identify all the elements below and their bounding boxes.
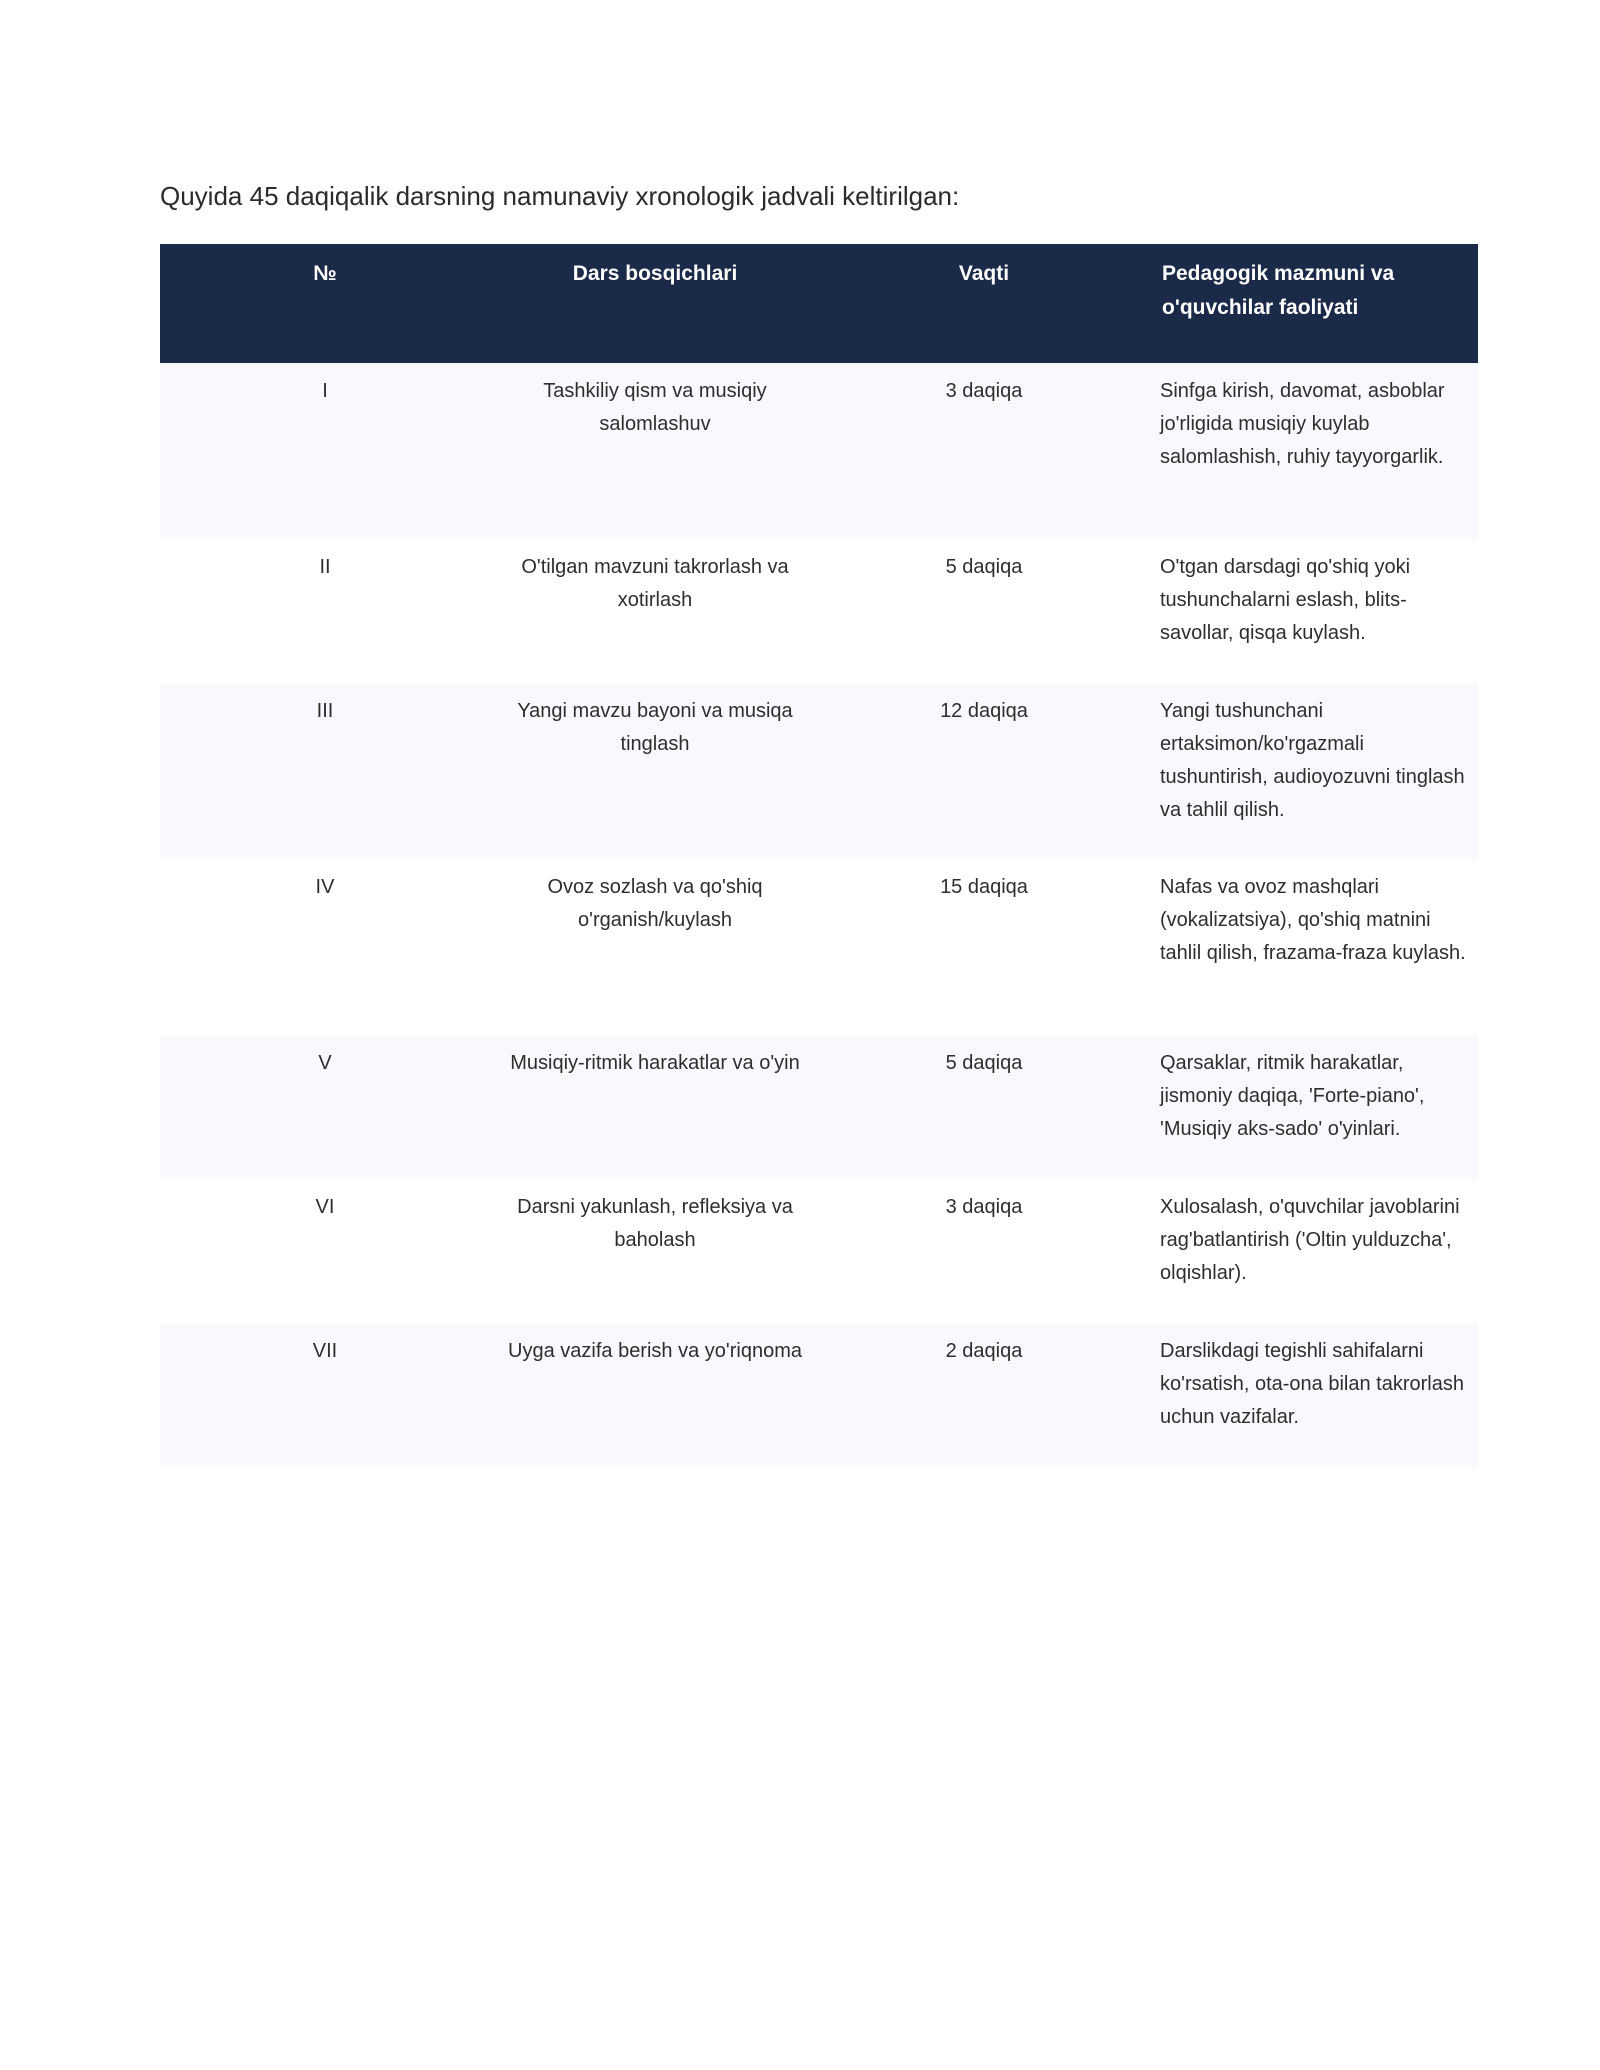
table-row: [160, 1035, 1478, 1179]
row-content: Darslikdagi tegishli sahifalarni ko'rsatish, ota-ona bilan takrorlash uchun vazifalar.: [1148, 1323, 1478, 1467]
table-body: [160, 363, 1478, 1467]
row-time: 3 daqiqa: [820, 1179, 1148, 1323]
row-stage: Tashkiliy qism va musiqiy salomlashuv: [490, 363, 820, 539]
row-content: O'tgan darsdagi qo'shiq yoki tushunchalarni eslash, blits-savollar, qisqa kuylash.: [1148, 539, 1478, 683]
table-row: [160, 683, 1478, 859]
row-stage: Ovoz sozlash va qo'shiq o'rganish/kuylash: [490, 859, 820, 1035]
header-stage: Dars bosqichlari: [490, 244, 820, 363]
row-time: 3 daqiqa: [820, 363, 1148, 539]
row-stage: Darsni yakunlash, refleksiya va baholash: [490, 1179, 820, 1323]
row-time: 5 daqiqa: [820, 539, 1148, 683]
header-time: Vaqti: [820, 244, 1148, 363]
table-row: [160, 363, 1478, 539]
row-number: I: [160, 363, 490, 539]
row-stage: O'tilgan mavzuni takrorlash va xotirlash: [490, 539, 820, 683]
table-header: [160, 244, 1478, 363]
row-number: IV: [160, 859, 490, 1035]
row-number: VII: [160, 1323, 490, 1467]
row-stage: Yangi mavzu bayoni va musiqa tinglash: [490, 683, 820, 859]
row-time: 5 daqiqa: [820, 1035, 1148, 1179]
lesson-schedule-table: [160, 244, 1478, 1467]
row-time: 15 daqiqa: [820, 859, 1148, 1035]
header-number: №: [160, 244, 490, 363]
table-row: [160, 859, 1478, 1035]
intro-paragraph: Quyida 45 daqiqalik darsning namunaviy xronologik jadvali keltirilgan:: [160, 181, 960, 211]
header-row: [160, 244, 1478, 363]
row-number: V: [160, 1035, 490, 1179]
table-row: [160, 539, 1478, 683]
row-content: Yangi tushunchani ertaksimon/ko'rgazmali tushuntirish, audioyozuvni tinglash va tahlil qilish.: [1148, 683, 1478, 859]
row-time: 2 daqiqa: [820, 1323, 1148, 1467]
row-number: III: [160, 683, 490, 859]
header-content: Pedagogik mazmuni va o'quvchilar faoliyati: [1148, 244, 1478, 363]
row-time: 12 daqiqa: [820, 683, 1148, 859]
row-number: VI: [160, 1179, 490, 1323]
row-content: Qarsaklar, ritmik harakatlar, jismoniy daqiqa, 'Forte-piano', 'Musiqiy aks-sado' o'yinlari.: [1148, 1035, 1478, 1179]
row-content: Sinfga kirish, davomat, asboblar jo'rligida musiqiy kuylab salomlashish, ruhiy tayyorgarlik.: [1148, 363, 1478, 539]
table-row: [160, 1179, 1478, 1323]
row-number: II: [160, 539, 490, 683]
row-content: Nafas va ovoz mashqlari (vokalizatsiya), qo'shiq matnini tahlil qilish, frazama-fraza kuylash.: [1148, 859, 1478, 1035]
row-stage: Musiqiy-ritmik harakatlar va o'yin: [490, 1035, 820, 1179]
row-stage: Uyga vazifa berish va yo'riqnoma: [490, 1323, 820, 1467]
row-content: Xulosalash, o'quvchilar javoblarini rag'batlantirish ('Oltin yulduzcha', olqishlar).: [1148, 1179, 1478, 1323]
table-row: [160, 1323, 1478, 1467]
